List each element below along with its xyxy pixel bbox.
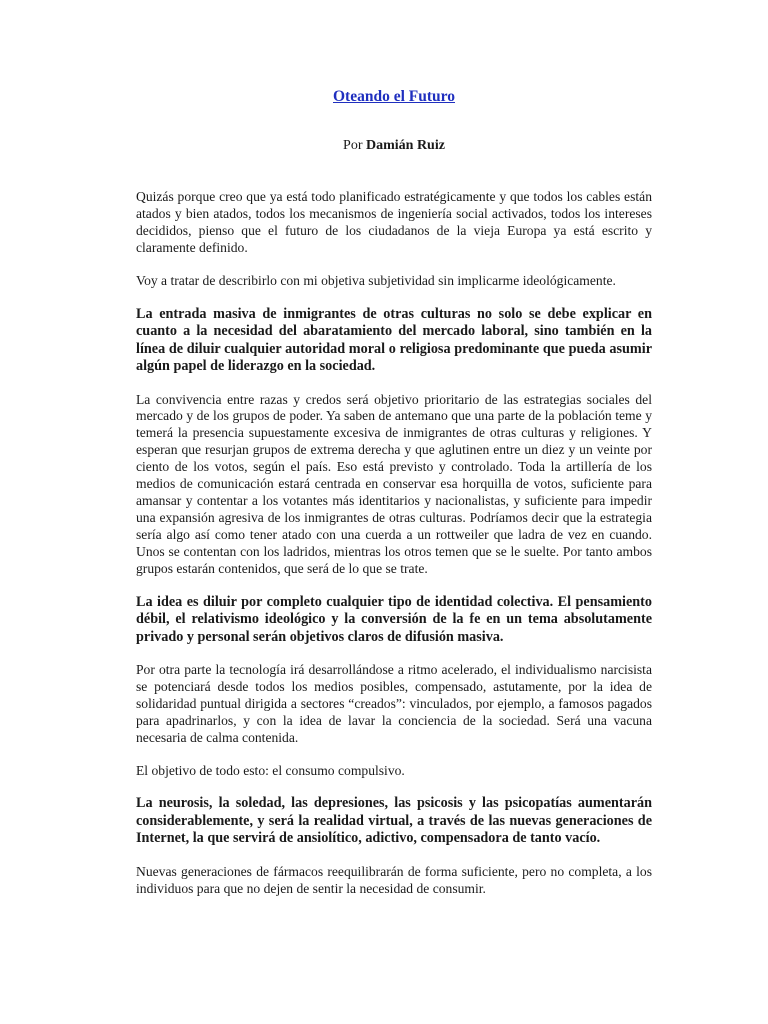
paragraph-7: El objetivo de todo esto: el consumo compulsivo.: [136, 762, 405, 778]
paragraph-3-bold: La entrada masiva de inmigrantes de otras culturas no solo se debe explicar en cuanto a la necesidad del abaratamiento del mercado laboral, sino también en la línea de diluir cualquier autoridad moral o religiosa predominante que pueda asumir algún papel de liderazgo en la sociedad.: [136, 305, 652, 375]
byline: [136, 137, 652, 155]
author-name: Damián Ruiz: [366, 138, 445, 153]
paragraph-1: Quizás porque creo que ya está todo planificado estratégicamente y que todos los cables están atados y bien atados, todos los mecanismos de ingeniería social activados, todos los intereses decididos, pienso que el futuro de los ciudadanos de la vieja Europa ya está escrito y claramente definido.: [136, 189, 652, 255]
paragraph-8-bold: La neurosis, la soledad, las depresiones, las psicosis y las psicopatías aumentarán considerablemente, y será la realidad virtual, a través de las nuevas generaciones de Internet, la que servirá de ansiolítico, adictivo, compensadora de tanto vacío.: [136, 795, 652, 847]
paragraph-2: Voy a tratar de describirlo con mi objetiva subjetividad sin implicarme ideológicamente.: [136, 272, 616, 288]
paragraph-4: La convivencia entre razas y credos será objetivo prioritario de las estrategias sociales del mercado y de los grupos de poder. Ya saben de antemano que una parte de la población teme y temerá la presencia supuestamente excesiva de inmigrantes de otras culturas y religiones. Y esperan que resurjan grupos de extrema derecha y que aglutinen entre un diez y un veinte por ciento de los votos, según el país. Eso está previsto y controlado. Toda la artillería de los medios de comunicación estará centrada en conservar esa horquilla de votos, suficiente para amansar y contentar a los votantes más identitarios y nacionalistas, y suficiente para impedir una expansión agresiva de los inmigrantes de otras culturas. Podríamos decir que la estrategia sería algo así como tener atado con una cuerda a un rottweiler que ladra de vez en cuando. Unos se contentan con los ladridos, mientras los otros temen que se le suelte. Por tanto ambos grupos estarán contenidos, que será de lo que se trate.: [136, 391, 652, 576]
byline-prefix: Por: [343, 138, 366, 153]
document-page: [136, 0, 652, 898]
title-link[interactable]: Oteando el Futuro: [333, 88, 455, 105]
paragraph-5-bold: La idea es diluir por completo cualquier tipo de identidad colectiva. El pensamiento débil, el relativismo ideológico y la conversión de la fe en un tema absolutamente privado y personal serán objetivos claros de difusión masiva.: [136, 593, 652, 645]
paragraph-6: Por otra parte la tecnología irá desarrollándose a ritmo acelerado, el individualismo narcisista se potenciará desde todos los medios posibles, compensado, astutamente, por la idea de solidaridad puntual dirigida a sectores “creados”: vinculados, por ejemplo, a famosos pagados para apadrinarlos, y con la idea de lavar la conciencia de la sociedad. Será una vacuna necesaria de calma contenida.: [136, 662, 652, 745]
document-title: [136, 87, 652, 107]
paragraph-9: Nuevas generaciones de fármacos reequilibrarán de forma suficiente, pero no completa, a los individuos para que no dejen de sentir la necesidad de consumir.: [136, 863, 652, 896]
